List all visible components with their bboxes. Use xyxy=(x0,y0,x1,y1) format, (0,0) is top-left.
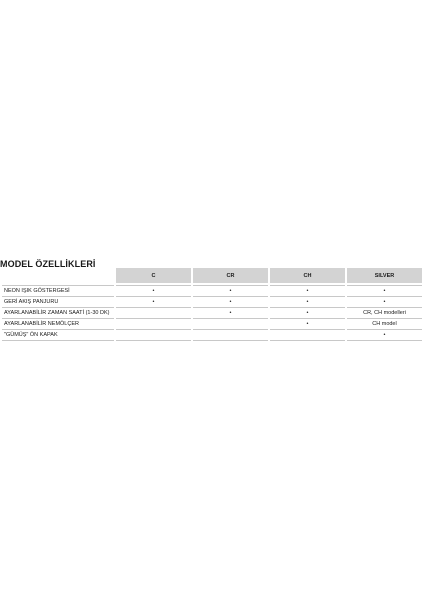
cell-c: • xyxy=(116,297,191,308)
cell-ch: • xyxy=(270,297,345,308)
table-row xyxy=(2,308,422,319)
cell-ch: • xyxy=(270,319,345,330)
cell-c xyxy=(116,308,191,319)
cell-cr: • xyxy=(193,308,268,319)
column-header-silver: SILVER xyxy=(347,268,422,283)
cell-cr xyxy=(193,319,268,330)
cell-c: • xyxy=(116,285,191,297)
column-header-ch: CH xyxy=(270,268,345,283)
cell-silver: • xyxy=(347,285,422,297)
row-label: NEON IŞIK GÖSTERGESİ xyxy=(2,285,114,297)
cell-c xyxy=(116,330,191,341)
table-row xyxy=(2,285,422,297)
row-label: AYARLANABİLİR NEMÖLÇER xyxy=(2,319,114,330)
cell-ch: • xyxy=(270,308,345,319)
cell-silver: CR, CH modelleri xyxy=(347,308,422,319)
header-empty-cell xyxy=(2,268,114,283)
column-header-cr: CR xyxy=(193,268,268,283)
cell-silver: • xyxy=(347,297,422,308)
table-header-row xyxy=(2,268,422,283)
cell-ch: • xyxy=(270,285,345,297)
cell-c xyxy=(116,319,191,330)
row-label: "GÜMÜŞ" ÖN KAPAK xyxy=(2,330,114,341)
row-label: AYARLANABİLİR ZAMAN SAATİ (1-30 DK) xyxy=(2,308,114,319)
cell-ch xyxy=(270,330,345,341)
section-title: MODEL ÖZELLİKLERİ xyxy=(0,259,96,269)
row-label: GERİ AKIŞ PANJURU xyxy=(2,297,114,308)
table-row xyxy=(2,297,422,308)
model-features-table xyxy=(0,268,424,341)
table-row xyxy=(2,319,422,330)
cell-cr: • xyxy=(193,285,268,297)
column-header-c: C xyxy=(116,268,191,283)
table-row xyxy=(2,330,422,341)
cell-silver: CH model xyxy=(347,319,422,330)
cell-cr: • xyxy=(193,297,268,308)
cell-cr xyxy=(193,330,268,341)
cell-silver: • xyxy=(347,330,422,341)
